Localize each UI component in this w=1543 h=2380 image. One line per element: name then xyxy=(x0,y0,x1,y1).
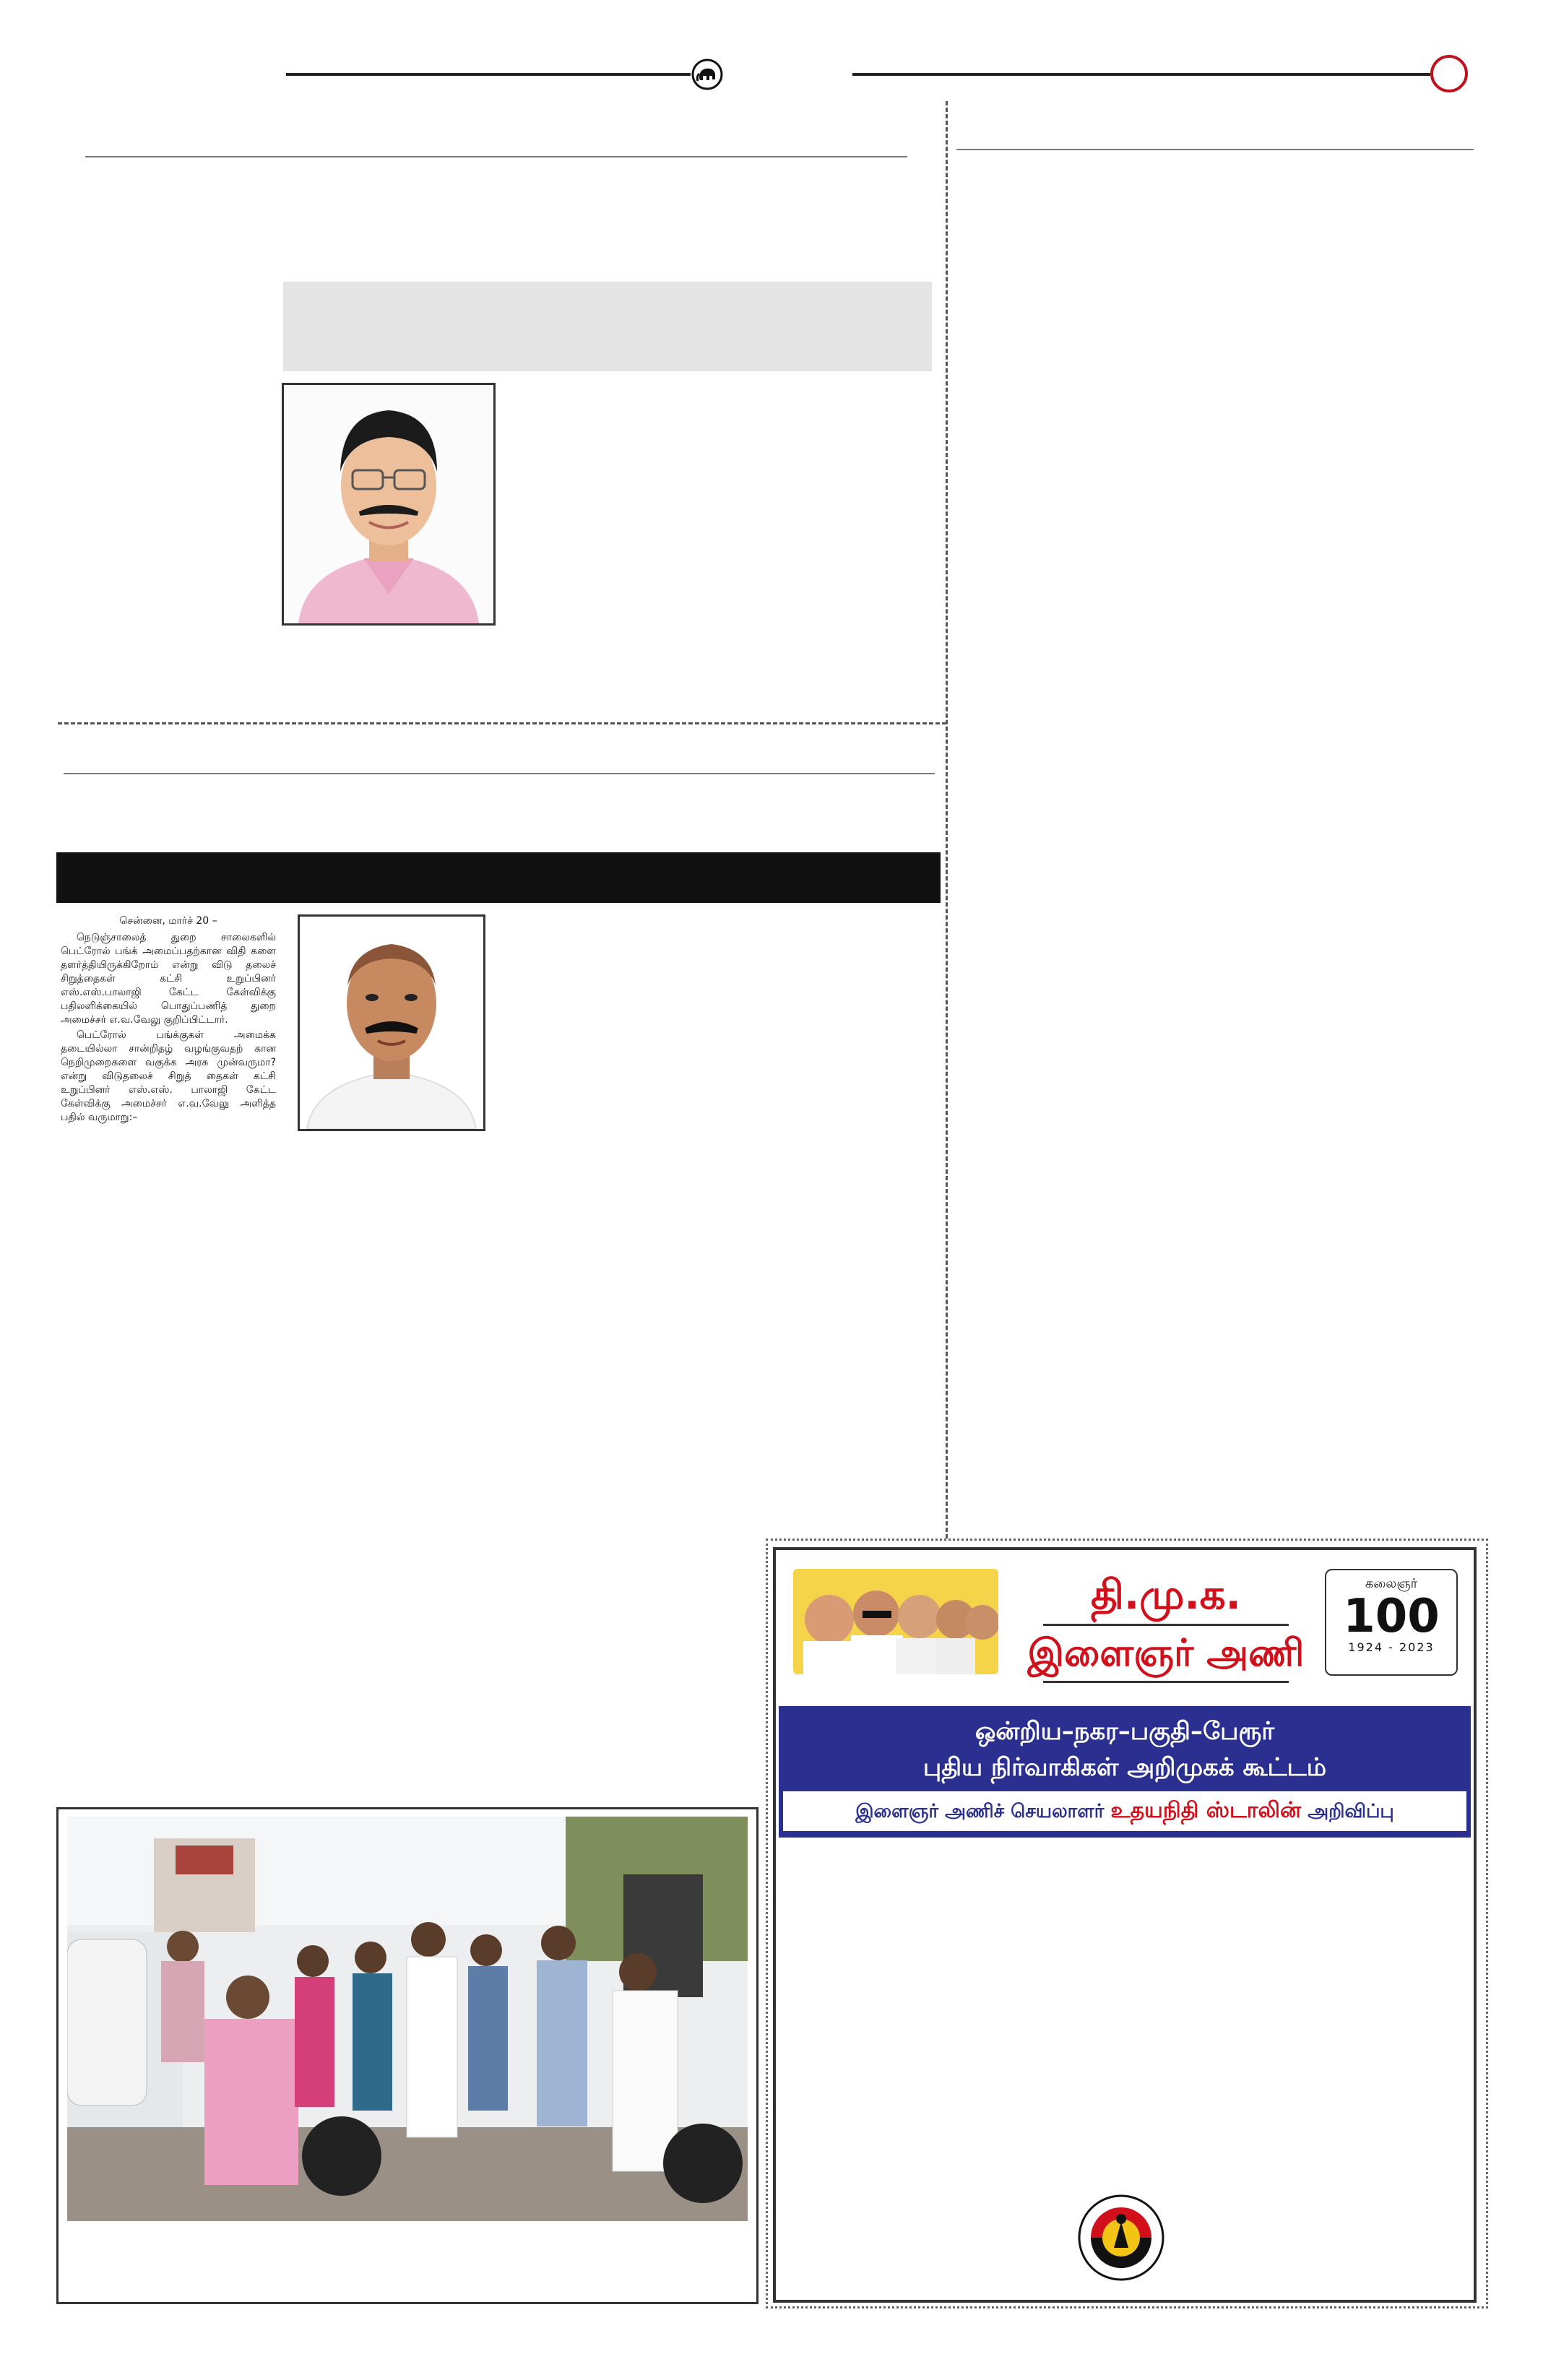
dateline: சென்னை, மார்ச் 20 – xyxy=(119,915,217,927)
article2-top-rule xyxy=(64,773,935,774)
article2-body xyxy=(61,914,276,1125)
party-title-block xyxy=(1014,1572,1318,1683)
wing-name: இளைஞர் அணி xyxy=(1027,1632,1305,1675)
header-rule-left xyxy=(286,73,691,76)
centenary-number: 100 xyxy=(1343,1590,1440,1643)
banner-line-3 xyxy=(783,1791,1466,1831)
announcement-banner xyxy=(779,1706,1471,1838)
youth-wing-logo xyxy=(1076,2193,1166,2282)
banner-line-3-prefix: இளைஞர் அணிச் செயலாளர் xyxy=(855,1801,1105,1822)
banner-line-3-suffix: அறிவிப்பு xyxy=(1308,1801,1394,1822)
page-number-badge xyxy=(1430,55,1468,92)
right-column-top-rule xyxy=(956,149,1474,150)
headline-grey-box xyxy=(283,282,932,371)
headline-black-bar xyxy=(56,852,941,903)
article-separator-dashed xyxy=(58,722,946,724)
party-name: தி.மு.க. xyxy=(1091,1572,1241,1619)
elephant-emblem-icon xyxy=(691,58,724,91)
banner-line-1: ஒன்றிய–நகர–பகுதி–பேரூர் xyxy=(974,1717,1275,1746)
column-separator xyxy=(946,101,948,1539)
party-title-rule xyxy=(1043,1624,1289,1626)
paragraph-1: நெடுஞ்சாலைத் துறை சாலைகளில் பெட்ரோல் பங்க் அமைப்பதற்கான விதி களை தளர்த்தியிருக்கிறோம் என்று விடு தலைச் சிறுத்தைகள் கட்சி உறுப்பினர் எஸ்.எஸ்.பாலாஜி கேட்ட கேள்விக்கு பதிலளிக்கையில் பொதுப்பணித் துறை அமைச்சர் எ.வ.வேலு குறிப்பிட்டார். xyxy=(61,932,276,1026)
paragraph-2: பெட்ரோல் பங்க்குகள் அமைக்க தடையில்லா சான்றிதழ் வழங்குவதற் கான நெறிமுறைகளை வகுக்க அரசு முன்வருமா? என்று விடுதலைச் சிறுத் தைகள் கட்சி உறுப்பினர் எஸ்.எஸ். பாலாஜி கேட்ட கேள்விக்கு அமைச்சர் எ.வ.வேலு அளித்த பதில் வருமாறு:– xyxy=(61,1029,276,1123)
centenary-top-text: கலைஞர் xyxy=(1365,1576,1418,1591)
header-rule-right xyxy=(852,73,1430,76)
wing-name-rule xyxy=(1043,1681,1289,1683)
banner-line-2: புதிய நிர்வாகிகள் அறிமுகக் கூட்டம் xyxy=(922,1753,1327,1782)
banner-line-3-name: உதயநிதி ஸ்டாலின் xyxy=(1110,1798,1302,1823)
centenary-logo xyxy=(1325,1569,1458,1676)
portrait-photo-2 xyxy=(298,914,485,1131)
portrait-photo-1 xyxy=(282,383,496,626)
article1-top-rule xyxy=(85,156,907,157)
leaders-photo-strip xyxy=(793,1569,998,1674)
centenary-years: 1924 - 2023 xyxy=(1348,1640,1435,1654)
group-photo xyxy=(67,1817,748,2221)
group-photo-frame xyxy=(56,1807,758,2304)
ad-inner-frame xyxy=(773,1547,1477,2303)
